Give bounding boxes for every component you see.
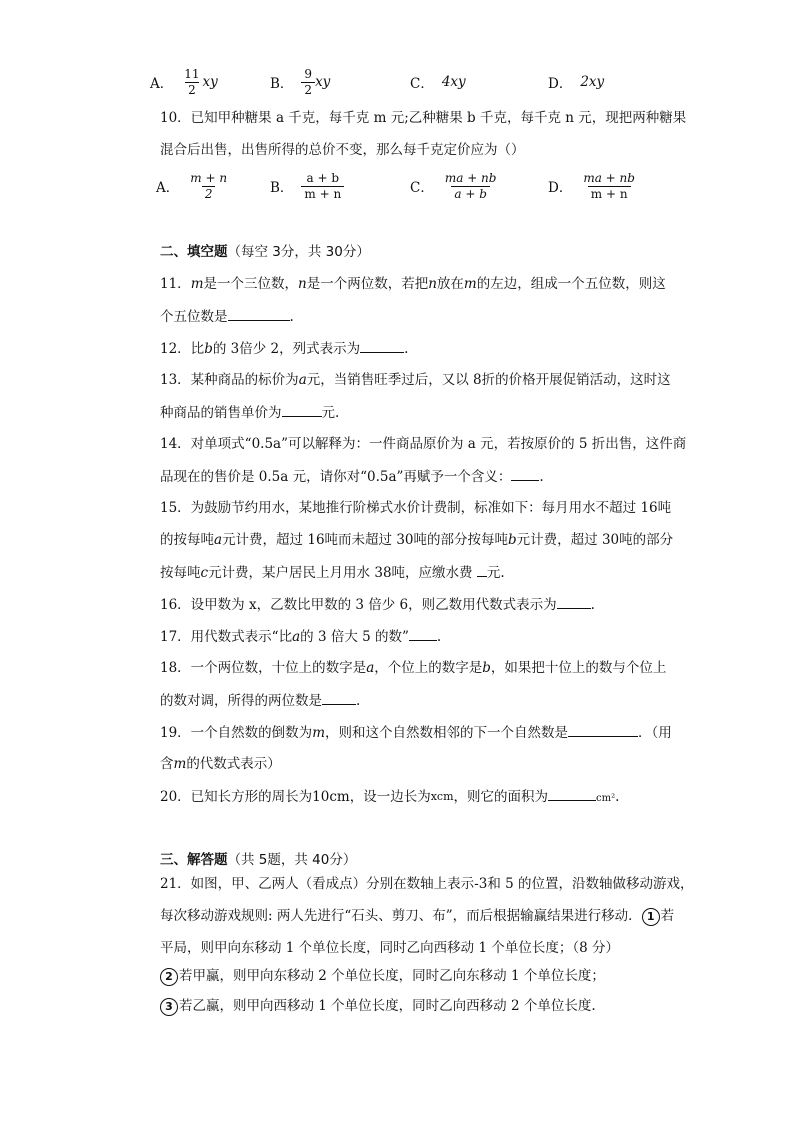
answer-blank[interactable] [568, 722, 638, 737]
q13-line-2: 种商品的销售单价为 元. [160, 402, 339, 423]
circled-number: 1 [642, 908, 660, 926]
q10-line-2: 混合后出售，出售所得的总价不变，那么每千克定价应为（） [160, 142, 525, 158]
answer-blank[interactable] [322, 690, 356, 705]
option-label: D． [548, 76, 573, 92]
q21-line-2: 每次移动游戏规则: 两人先进行“石头、剪刀、布”，而后根据输赢结果进行移动． 1 若 [160, 908, 675, 924]
section-title: 三、解答题 [160, 852, 228, 868]
fraction: $\frac{m + n}{2}$ [190, 170, 228, 201]
q9-option-d [548, 62, 604, 102]
section-note: （每空 3分，共 30分） [227, 244, 370, 260]
q21-line-4: 2 若甲赢，则甲向东移动 2 个单位长度，同时乙向东移动 1 个单位长度； [160, 966, 605, 986]
option-text: 2xy [580, 74, 605, 90]
answer-blank[interactable] [228, 306, 290, 321]
option-text: 4xy [441, 74, 466, 90]
option-suffix: xy [202, 74, 218, 90]
q9-option-a [150, 62, 218, 102]
fraction: $\frac{a + b}{m + n}$ [301, 171, 344, 202]
section-note: （共 5题，共 40分） [227, 852, 357, 868]
circled-number: 3 [160, 998, 178, 1016]
fraction: $\frac{ma + nb}{m + n}$ [583, 170, 635, 201]
q10-options [150, 166, 710, 206]
q18-line-2: 的数对调，所得的两位数是 . [160, 690, 360, 711]
fraction: $\frac{9}{2}$ [301, 67, 315, 98]
option-label: B． [270, 180, 294, 196]
circled-number: 2 [160, 968, 178, 986]
q13-line-1: 13．某种商品的标价为a元，当销售旺季过后，又以 8折的价格开展促销活动，这时这 [160, 372, 671, 388]
section-2-header [160, 240, 370, 260]
q15-line-3: 按每吨c元计费，某户居民上月用水 38吨，应缴水费 元. [160, 562, 505, 583]
option-label: C． [410, 76, 434, 92]
option-label: D． [548, 180, 573, 196]
answer-blank[interactable] [409, 626, 437, 641]
q10-option-d [548, 166, 638, 206]
option-label: A． [156, 180, 180, 196]
q9-option-b [270, 62, 330, 102]
q9-options [150, 62, 710, 102]
q12-line: 12．比b的 3倍少 2，列式表示为 . [160, 338, 408, 359]
q9-option-c [410, 62, 466, 102]
option-label: C． [410, 180, 434, 196]
q19-line-1: 19．一个自然数的倒数为m，则和这个自然数相邻的下一个自然数是 ．（用 [160, 722, 672, 743]
q18-line-1: 18．一个两位数，十位上的数字是a，个位上的数字是b，如果把十位上的数与个位上 [160, 660, 667, 676]
answer-blank[interactable] [282, 402, 322, 417]
q11-line-1: 11．m是一个三位数，n是一个两位数，若把n放在m的左边，组成一个五位数，则这 [160, 276, 666, 292]
q14-line-1: 14．对单项式“0.5a”可以解释为：一件商品原价为 a 元，若按原价的 5 折出售，这件商 [160, 436, 687, 452]
fraction: $\frac{11}{2}$ [184, 66, 200, 97]
answer-blank[interactable] [557, 594, 591, 609]
q16-line: 16．设甲数为 x，乙数比甲数的 3 倍少 6，则乙数用代数式表示为 . [160, 594, 595, 615]
section-title: 二、填空题 [160, 244, 228, 260]
q11-line-2: 个五位数是 . [160, 306, 294, 327]
q21-line-3: 平局，则甲向东移动 1 个单位长度，同时乙向西移动 1 个单位长度；（8 分） [160, 940, 619, 956]
answer-blank[interactable] [360, 338, 404, 353]
answer-blank[interactable] [477, 562, 487, 577]
fraction: $\frac{ma + nb}{a + b}$ [444, 170, 497, 201]
option-suffix: xy [315, 74, 331, 90]
section-3-header [160, 848, 356, 868]
q19-line-2: 含m的代数式表示） [160, 756, 281, 772]
answer-blank[interactable] [548, 786, 596, 801]
q20-line: 20．已知长方形的周长为10cm，设一边长为xcm，则它的面积为 cm². [160, 786, 619, 809]
q10-option-b [270, 166, 344, 206]
q21-line-1: 21．如图，甲、乙两人（看成点）分别在数轴上表示-3和 5 的位置，沿数轴做移动游戏， [160, 876, 694, 892]
option-label: B． [270, 76, 294, 92]
option-label: A． [150, 76, 174, 92]
q10-line-1: 10．已知甲种糖果 a 千克，每千克 m 元;乙种糖果 b 千克，每千克 n 元，现把两种糖果 [160, 110, 687, 126]
q14-line-2: 品现在的售价是 0.5a 元，请你对“0.5a”再赋予一个含义： . [160, 466, 544, 487]
q15-line-2: 的按每吨a元计费，超过 16吨而未超过 30吨的部分按每吨b元计费，超过 30吨的部分 [160, 532, 674, 548]
q21-line-5: 3 若乙赢，则甲向西移动 1 个单位长度，同时乙向西移动 2 个单位长度. [160, 996, 596, 1016]
answer-blank[interactable] [511, 466, 539, 481]
q10-option-c [410, 166, 499, 206]
q15-line-1: 15．为鼓励节约用水，某地推行阶梯式水价计费制，标准如下：每月用水不超过 16吨 [160, 500, 672, 516]
q17-line: 17．用代数式表示“比a的 3 倍大 5 的数” . [160, 626, 441, 647]
q10-option-a [156, 166, 230, 206]
